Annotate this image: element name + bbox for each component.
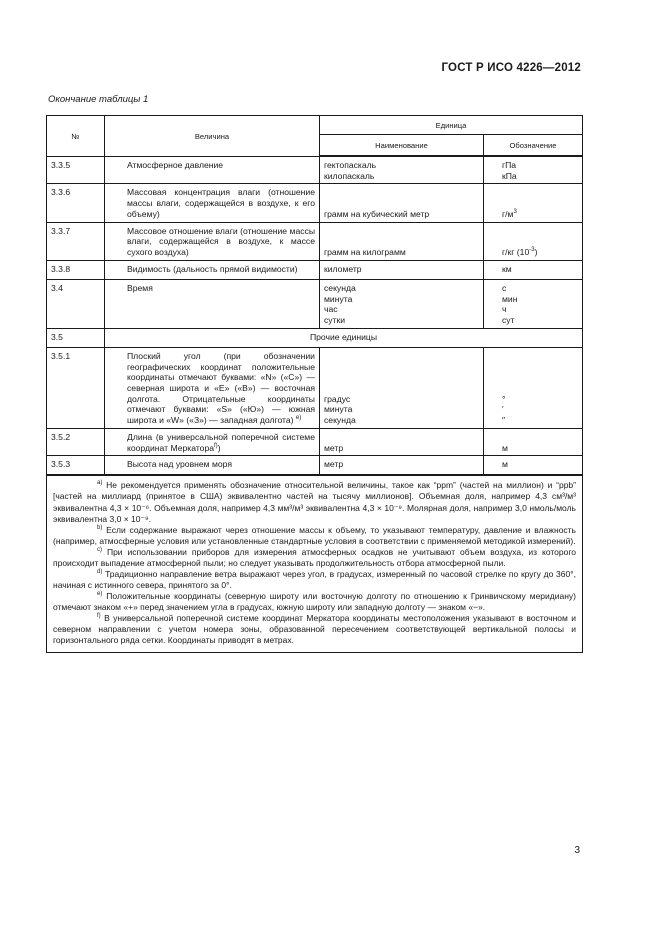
row-num: 3.3.6 — [47, 184, 105, 222]
footnote: $^{b)}$ Если содержание выражают через отношение массы к объему, то указывают температуру, давление и влажность (например, атмосферные условия или установленные стандартные условия в соответствии с применяемой методикой измерений). — [53, 524, 576, 546]
row-symbol: $г/м^3$ — [484, 184, 583, 222]
col-header-unit-name: Наименование — [320, 135, 484, 157]
col-header-unit-symbol: Обозначение — [484, 135, 583, 157]
row-symbol: км — [484, 260, 583, 279]
row-quantity: Массовая концентрация влаги (отношение массы влаги, содержащейся в воздухе, к его объему) — [105, 184, 320, 222]
table-caption: Окончание таблицы 1 — [48, 94, 149, 105]
footnote: $^{f)}$ В универсальной поперечной системе координат Меркатора координаты местоположения указывают в восточном и северном направлении с учетом номера зоны, образованной пересечением соответствующей вертикальной полосы и горизонтального ряда сетки. Координаты приводят в метрах. — [53, 612, 576, 646]
row-quantity: Высота над уровнем моря — [105, 456, 320, 476]
footnote: $^{c)}$ При использовании приборов для измерения атмосферных осадков не учитывают объем воздуха, из которого происходит выпадение атмосферной пыли; но следует указывать продолжительность отбора атмосферной пыли. — [53, 546, 576, 568]
page-number: 3 — [574, 845, 580, 856]
row-num: 3.5.1 — [47, 347, 105, 428]
table-row — [47, 184, 583, 222]
table-row — [47, 347, 583, 428]
row-quantity: Плоский угол (при обозначении географических координат положительные координаты отмечают буквами: «N» («С») — северная широта и «E» («В») — восточная долгота. Отрицательные координаты отмечают буквами: «S» («Ю») — южная широта и «W» («З») — западная долгота) $^{e)}$ — [105, 347, 320, 428]
row-unit: гектопаскаль килопаскаль — [320, 156, 484, 184]
col-header-quantity: Величина — [105, 116, 320, 157]
document-header: ГОСТ Р ИСО 4226—2012 — [441, 62, 581, 74]
col-header-unit: Единица — [320, 116, 583, 135]
footnote: $^{a)}$ Не рекомендуется применять обозначение относительной величины, такое как “ppm” (частей на миллион) и “ppb” [частей на миллиард (принятое в США) эквивалентно частей на тысячу миллионов]. Объемная доля, например 4,3 см³/м³ эквивалентна 4,3 × 10⁻⁶. Объемная доля, например 4,3 мм³/м³ эквивалентна 4,3 × 10⁻⁹. Молярная доля, например 3,0 нмоль/моль эквивалентна 3,0 × 10⁻⁹. — [53, 480, 576, 524]
row-num: 3.5.2 — [47, 428, 105, 455]
row-symbol: ° ′ ″ — [484, 347, 583, 428]
row-quantity: Длина (в универсальной поперечной системе координат Меркатора$^{f)}$) — [105, 428, 320, 455]
row-symbol: г/кг $(10^{-3})$ — [484, 222, 583, 260]
table-row — [47, 456, 583, 476]
table-row — [47, 260, 583, 279]
row-unit: метр — [320, 428, 484, 455]
row-quantity: Атмосферное давление — [105, 156, 320, 184]
row-symbol: м — [484, 428, 583, 455]
table-row-section — [47, 328, 583, 347]
col-header-num: № — [47, 116, 105, 157]
section-title: Прочие единицы — [105, 328, 583, 347]
footnote: $^{d)}$ Традиционно направление ветра выражают через угол, в градусах, измеренный по часовой стрелке по кругу до 360°, начиная с истинного севера, принятого за 0°. — [53, 568, 576, 590]
units-table — [46, 115, 583, 653]
row-quantity: Видимость (дальность прямой видимости) — [105, 260, 320, 279]
row-symbol: м — [484, 456, 583, 476]
row-quantity: Время — [105, 279, 320, 328]
row-num: 3.3.7 — [47, 222, 105, 260]
row-symbol: гПа кПа — [484, 156, 583, 184]
footnotes — [47, 475, 583, 652]
row-quantity: Массовое отношение влаги (отношение массы влаги, содержащейся в воздухе, к массе сухого воздуха) — [105, 222, 320, 260]
row-num: 3.3.8 — [47, 260, 105, 279]
footnotes-row — [47, 475, 583, 652]
row-unit: грамм на кубический метр — [320, 184, 484, 222]
table-row — [47, 428, 583, 455]
footnote: $^{e)}$ Положительные координаты (северную широту или восточную долготу по отношению к Гринвичскому меридиану) отмечают знаком «+» перед значением угла в градусах, южную широту или западную долготу — знаком «−». — [53, 590, 576, 612]
row-num: 3.4 — [47, 279, 105, 328]
row-unit: метр — [320, 456, 484, 476]
row-unit: градус минута секунда — [320, 347, 484, 428]
table-row — [47, 156, 583, 184]
row-unit: грамм на килограмм — [320, 222, 484, 260]
row-symbol: с мин ч сут — [484, 279, 583, 328]
table-row — [47, 279, 583, 328]
row-unit: километр — [320, 260, 484, 279]
row-num: 3.5.3 — [47, 456, 105, 476]
table-row — [47, 222, 583, 260]
row-unit: секунда минута час сутки — [320, 279, 484, 328]
row-num: 3.3.5 — [47, 156, 105, 184]
row-num: 3.5 — [47, 328, 105, 347]
